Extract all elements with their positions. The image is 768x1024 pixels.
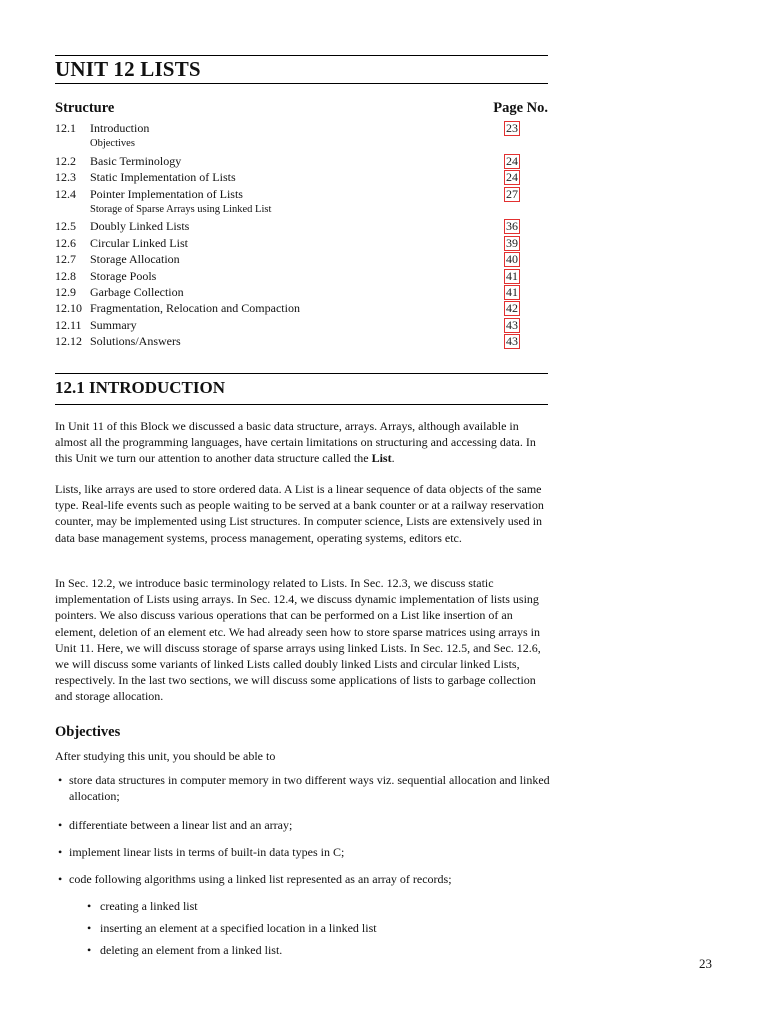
toc-page-link[interactable]: 39: [506, 235, 518, 250]
top-rule: [55, 55, 548, 56]
structure-label: Structure: [55, 100, 115, 116]
toc-number: 12.11: [55, 317, 82, 332]
bullet-icon: •: [58, 818, 63, 832]
toc-subtitle: Objectives: [90, 138, 135, 150]
unit-title: UNIT 12 LISTS: [55, 57, 201, 81]
intro-paragraph-1: [55, 418, 548, 467]
paragraph-text: In Sec. 12.2, we introduce basic terminology related to Lists. In Sec. 12.3, we discuss static implementation of Lists using arrays. In Sec. 12.4, we discuss dynamic implementation of lists using pointers. We also discuss various operations that can be performed on a List like insertion of an element, deletion of an element etc. We had already seen how to store sparse matrices using arrays in Unit 11. Here, we will discuss storage of sparse arrays using linked Lists. In Sec. 12.5, and Sec. 12.6, we will discuss some variants of linked Lists called doubly linked Lists and circular linked Lists, respectively. In the last two sections, we will discuss some applications of lists to garbage collection and storage allocation.: [55, 576, 541, 704]
page-no-label: Page No.: [493, 100, 548, 116]
toc-page-link[interactable]: 27: [506, 186, 518, 201]
section-top-rule: [55, 373, 548, 374]
toc-row: [55, 120, 548, 136]
toc-page-link[interactable]: 24: [506, 170, 518, 185]
toc-number: 12.1: [55, 121, 76, 135]
list-item: [55, 817, 562, 833]
toc-title: Summary: [90, 317, 137, 332]
toc-title: Garbage Collection: [90, 284, 184, 299]
toc-row: [55, 235, 548, 251]
sub-list-item: [87, 920, 377, 936]
toc-title: Circular Linked List: [90, 235, 188, 250]
toc-title: Static Implementation of Lists: [90, 170, 236, 185]
list-item-text: differentiate between a linear list and an array;: [69, 818, 293, 832]
toc-number: 12.10: [55, 301, 82, 316]
toc-number: 12.3: [55, 170, 76, 185]
toc-number: 12.6: [55, 235, 76, 250]
bullet-icon: •: [58, 872, 63, 886]
sub-list-item: [87, 942, 282, 958]
list-item-text: deleting an element from a linked list.: [100, 943, 283, 957]
toc-row: [55, 268, 548, 284]
bullet-icon: •: [58, 845, 63, 859]
bullet-icon: •: [87, 899, 92, 913]
toc-page-link[interactable]: 41: [506, 284, 518, 299]
table-of-contents: [55, 120, 548, 349]
toc-page-link[interactable]: 41: [506, 268, 518, 283]
toc-number: 12.5: [55, 219, 76, 234]
objectives-heading: Objectives: [55, 724, 121, 740]
list-item: [55, 844, 562, 860]
paragraph-text: In Unit 11 of this Block we discussed a basic data structure, arrays. Arrays, although available in almost all the programming languages, have certain limitations on structuring and accessing data. In this Unit we turn our attention to another data structure called the: [55, 419, 536, 466]
sub-list-item: [87, 898, 198, 914]
list-item-text: creating a linked list: [100, 899, 198, 913]
toc-subrow: [55, 202, 548, 218]
bullet-icon: •: [87, 943, 92, 957]
objectives-intro: After studying this unit, you should be able to: [55, 749, 276, 763]
toc-row: [55, 333, 548, 349]
toc-row: [55, 300, 548, 316]
section-heading: 12.1 INTRODUCTION: [55, 378, 226, 397]
bullet-icon: •: [87, 921, 92, 935]
toc-subrow: [55, 136, 548, 152]
paragraph-text: .: [391, 451, 395, 466]
toc-row: [55, 169, 548, 185]
list-item: [55, 772, 562, 804]
toc-row: [55, 284, 548, 300]
toc-page-link[interactable]: 24: [506, 153, 518, 168]
paragraph-text: Lists, like arrays are used to store ordered data. A List is a linear sequence of data objects of the same type. Real-life events such as people waiting to be served at a bank counter or at a railway reservation counter, may be implemented using List structures. In computer science, Lists are extensively used in data base management systems, process management, operating systems, editors etc.: [55, 482, 544, 545]
toc-page-link[interactable]: 43: [506, 334, 518, 349]
list-item-text: store data structures in computer memory in two different ways viz. sequential allocation and linked allocation;: [69, 773, 550, 804]
toc-title: Introduction: [90, 121, 150, 135]
title-rule: [55, 83, 548, 84]
toc-subtitle: Storage of Sparse Arrays using Linked List: [90, 203, 272, 215]
toc-number: 12.7: [55, 252, 76, 267]
toc-page-link[interactable]: 23: [506, 121, 518, 135]
toc-page-link[interactable]: 36: [506, 219, 518, 234]
toc-row: [55, 218, 548, 234]
toc-page-link[interactable]: 43: [506, 317, 518, 332]
toc-title: Fragmentation, Relocation and Compaction: [90, 301, 300, 316]
toc-number: 12.8: [55, 268, 76, 283]
section-bottom-rule: [55, 404, 548, 405]
page-number: 23: [699, 956, 712, 971]
toc-title: Pointer Implementation of Lists: [90, 186, 243, 201]
intro-paragraph-2: [55, 481, 548, 546]
toc-number: 12.4: [55, 186, 76, 201]
toc-title: Storage Pools: [90, 268, 157, 283]
toc-row: [55, 317, 548, 333]
toc-title: Basic Terminology: [90, 153, 182, 168]
toc-row: [55, 186, 548, 202]
toc-number: 12.9: [55, 284, 76, 299]
intro-paragraph-3: [55, 575, 548, 705]
toc-number: 12.12: [55, 334, 82, 349]
toc-header: [55, 100, 548, 118]
toc-row: [55, 251, 548, 267]
list-item-text: code following algorithms using a linked list represented as an array of records;: [69, 872, 452, 886]
toc-page-link[interactable]: 40: [506, 252, 518, 267]
toc-number: 12.2: [55, 153, 76, 168]
toc-row: [55, 153, 548, 169]
bold-term: List: [371, 451, 392, 466]
bullet-icon: •: [58, 773, 63, 787]
list-item-text: inserting an element at a specified location in a linked list: [100, 921, 377, 935]
toc-title: Doubly Linked Lists: [90, 219, 190, 234]
list-item: [55, 871, 562, 887]
toc-title: Solutions/Answers: [90, 334, 181, 349]
toc-title: Storage Allocation: [90, 252, 180, 267]
list-item-text: implement linear lists in terms of built-in data types in C;: [69, 845, 345, 859]
toc-page-link[interactable]: 42: [506, 301, 518, 316]
